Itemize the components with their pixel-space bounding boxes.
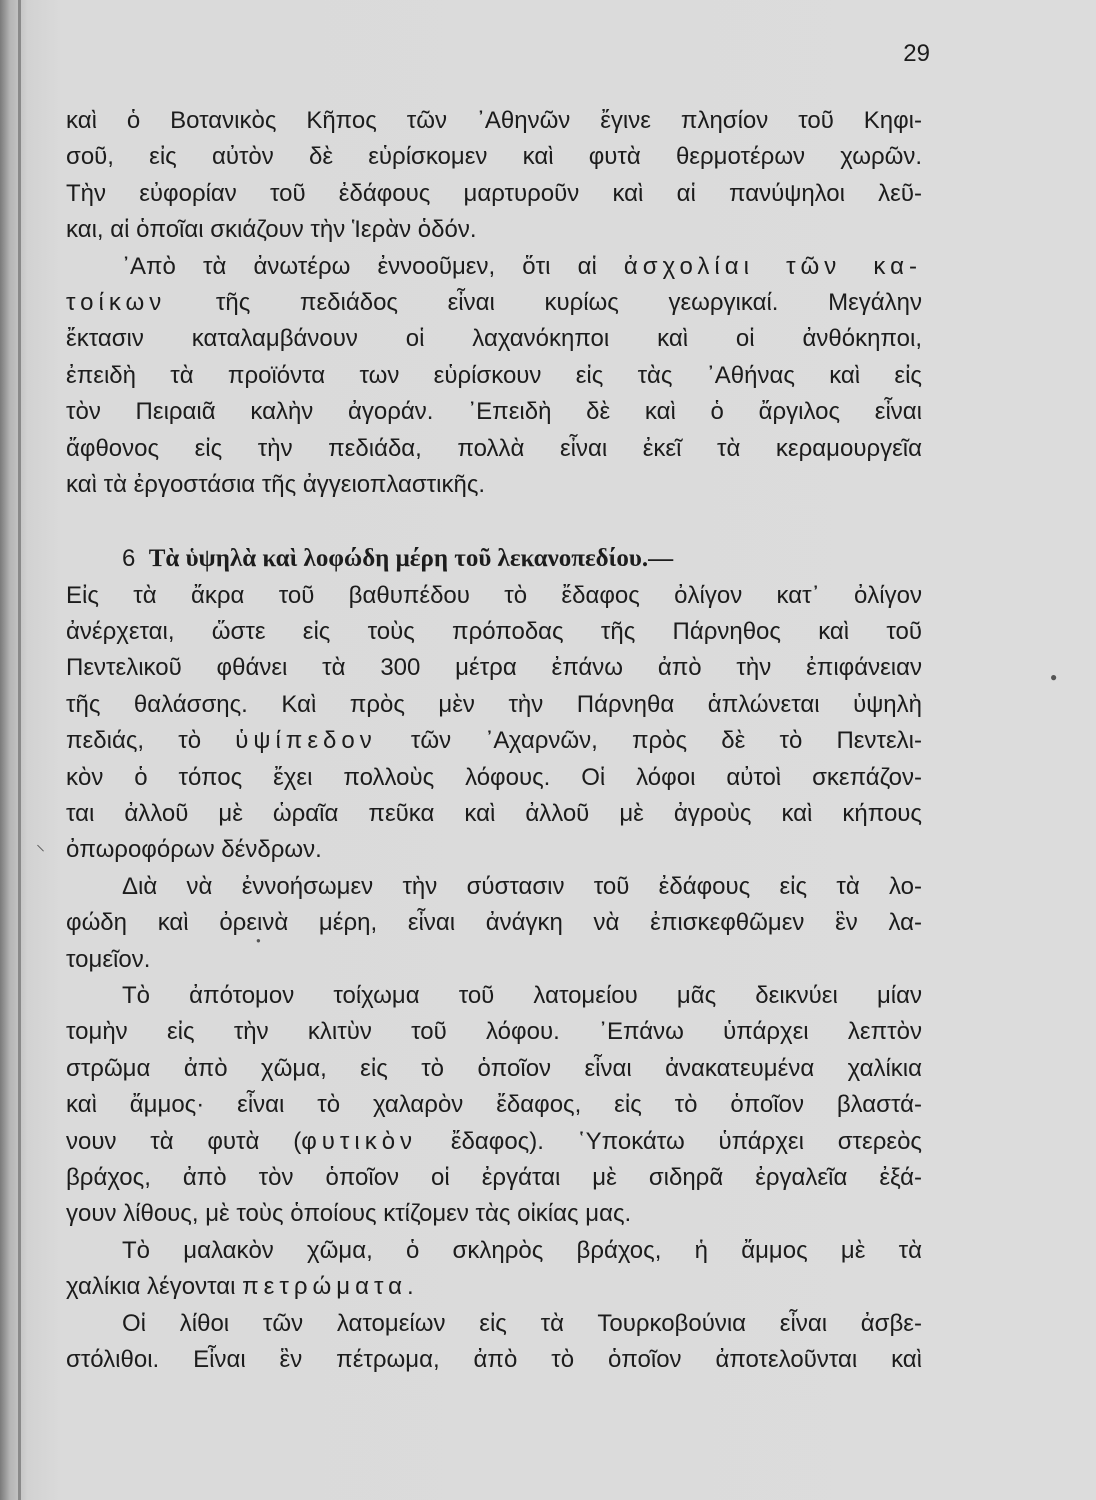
spaced-emphasis: ὑψίπεδον	[235, 727, 377, 755]
paragraph-1	[66, 103, 922, 249]
stray-ink-dot: ●	[256, 936, 261, 945]
stray-ink-dot: ●	[1050, 670, 1058, 684]
text-line: Τὸ ἀπότομον τοίχωμα τοῦ λατομείου μᾶς δεικνύει μίαν	[122, 981, 922, 1009]
page-text	[66, 103, 922, 1378]
spaced-emphasis: φυτικὸν	[301, 1127, 418, 1155]
text-line	[66, 1124, 922, 1160]
text-line: σοῦ, εἰς αὐτὸν δὲ εὑρίσκομεν καὶ φυτὰ θερμοτέρων χωρῶν.	[66, 143, 922, 171]
spaced-emphasis: πετρώματα	[242, 1273, 407, 1301]
text-segment: τῶν ᾿Αχαρνῶν, πρὸς δὲ τὸ Πεντελι-	[376, 727, 922, 755]
text-line: τὸν Πειραιᾶ καλὴν ἀγοράν. ᾿Επειδὴ δὲ καὶ ὁ ἄργιλος εἶναι	[66, 398, 922, 426]
section-6	[66, 541, 922, 869]
text-segment: νουν τὰ φυτὰ (	[66, 1127, 302, 1155]
text-line: φώδη καὶ ὀρεινὰ μέρη, εἶναι ἀνάγκη νὰ ἐπισκεφθῶμεν ἓν λα-	[66, 909, 922, 937]
text-line: γουν λίθους, μὲ τοὺς ὁποίους κτίζομεν τὰς οἰκίας μας.	[66, 1200, 632, 1228]
text-line	[66, 1269, 922, 1305]
text-line: στόλιθοι. Εἶναι ἓν πέτρωμα, ἀπὸ τὸ ὁποῖον ἀποτελοῦνται καὶ	[66, 1345, 922, 1373]
section-title: Τὰ ὑψηλὰ καὶ λοφώδη μέρη τοῦ λεκανοπεδίου.—	[148, 545, 674, 573]
text-line: τῆς θαλάσσης. Καὶ πρὸς μὲν τὴν Πάρνηθα ἁπλώνεται ὑψηλὴ	[66, 690, 922, 718]
paragraph-7	[66, 1306, 922, 1379]
text-line: Τὸ μαλακὸν χῶμα, ὁ σκληρὸς βράχος, ἡ ἄμμος μὲ τὰ	[122, 1236, 922, 1264]
text-line: ὀπωροφόρων δένδρων.	[66, 836, 322, 864]
text-segment: .	[406, 1273, 414, 1301]
spaced-emphasis: ἀσχολίαι τῶν κα-	[623, 252, 922, 280]
text-line: Εἰς τὰ ἄκρα τοῦ βαθυπέδου τὸ ἔδαφος ὀλίγον κατ᾿ ὀλίγον	[66, 581, 922, 609]
text-segment: ἔδαφος). ῾Υποκάτω ὑπάρχει στερεὸς	[417, 1127, 922, 1155]
text-segment: τῆς πεδιάδος εἶναι κυρίως γεωργικαί. Μεγάλην	[166, 288, 922, 316]
stray-ink-mark: ⸜	[36, 834, 45, 854]
spaced-emphasis: τοίκων	[66, 288, 167, 316]
text-segment: πεδιάς, τὸ	[66, 727, 236, 755]
text-line: Οἱ λίθοι τῶν λατομείων εἰς τὰ Τουρκοβούνια εἶναι ἀσβε-	[122, 1309, 922, 1337]
text-segment: ᾿Απὸ τὰ ἀνωτέρω ἐννοοῦμεν, ὅτι αἱ	[122, 252, 624, 280]
text-line	[66, 249, 922, 285]
text-line: ἄφθονος εἰς τὴν πεδιάδα, πολλὰ εἶναι ἐκεῖ τὰ κεραμουργεῖα	[66, 434, 922, 462]
text-line: τομὴν εἰς τὴν κλιτὺν τοῦ λόφου. ᾿Επάνω ὑπάρχει λεπτὸν	[66, 1018, 922, 1046]
page-number: 29	[903, 40, 930, 67]
text-line: ται ἀλλοῦ μὲ ὡραῖα πεῦκα καὶ ἀλλοῦ μὲ ἀγροὺς καὶ κήπους	[66, 800, 922, 828]
text-line: και, αἱ ὁποῖαι σκιάζουν τὴν Ἱερὰν ὁδόν.	[66, 216, 477, 244]
page-gutter-edge	[18, 0, 21, 1500]
paragraph-4	[66, 869, 922, 978]
text-line: Τὴν εὐφορίαν τοῦ ἐδάφους μαρτυροῦν καὶ αἱ πανύψηλοι λεῦ-	[66, 179, 922, 207]
text-line: Πεντελικοῦ φθάνει τὰ 300 μέτρα ἐπάνω ἀπὸ τὴν ἐπιφάνειαν	[66, 654, 922, 682]
section-number: 6	[122, 545, 136, 573]
text-line: στρῶμα ἀπὸ χῶμα, εἰς τὸ ὁποῖον εἶναι ἀνακατευμένα χαλίκια	[66, 1054, 922, 1082]
paragraph-6	[66, 1233, 922, 1306]
paragraph-5	[66, 978, 922, 1233]
text-line: ἀνέρχεται, ὥστε εἰς τοὺς πρόποδας τῆς Πάρνηθος καὶ τοῦ	[66, 618, 922, 646]
text-segment: χαλίκια λέγονται	[66, 1273, 243, 1301]
text-line: καὶ τὰ ἐργοστάσια τῆς ἀγγειοπλαστικῆς.	[66, 470, 486, 498]
text-line: τομεῖον.	[66, 945, 151, 973]
text-line: ἐπειδὴ τὰ προϊόντα των εὑρίσκουν εἰς τὰς ᾿Αθήνας καὶ εἰς	[66, 361, 922, 389]
text-line: κὸν ὁ τόπος ἔχει πολλοὺς λόφους. Οἱ λόφοι αὐτοὶ σκεπάζον-	[66, 763, 922, 791]
text-line: καὶ ὁ Βοτανικὸς Κῆπος τῶν ᾿Αθηνῶν ἔγινε πλησίον τοῦ Κηφι-	[66, 107, 922, 134]
text-line	[66, 723, 922, 759]
section-heading	[66, 541, 922, 577]
text-line	[66, 285, 922, 321]
text-line: καὶ ἄμμος· εἶναι τὸ χαλαρὸν ἔδαφος, εἰς τὸ ὁποῖον βλαστά-	[66, 1091, 922, 1119]
text-line: ἔκτασιν καταλαμβάνουν οἱ λαχανόκηποι καὶ οἱ ἀνθόκηποι,	[66, 325, 922, 353]
text-line: βράχος, ἀπὸ τὸν ὁποῖον οἱ ἐργάται μὲ σιδηρᾶ ἐργαλεῖα ἐξά-	[66, 1163, 922, 1191]
paragraph-2	[66, 249, 922, 504]
text-line: Διὰ νὰ ἐννοήσωμεν τὴν σύστασιν τοῦ ἐδάφους εἰς τὰ λο-	[122, 872, 922, 900]
